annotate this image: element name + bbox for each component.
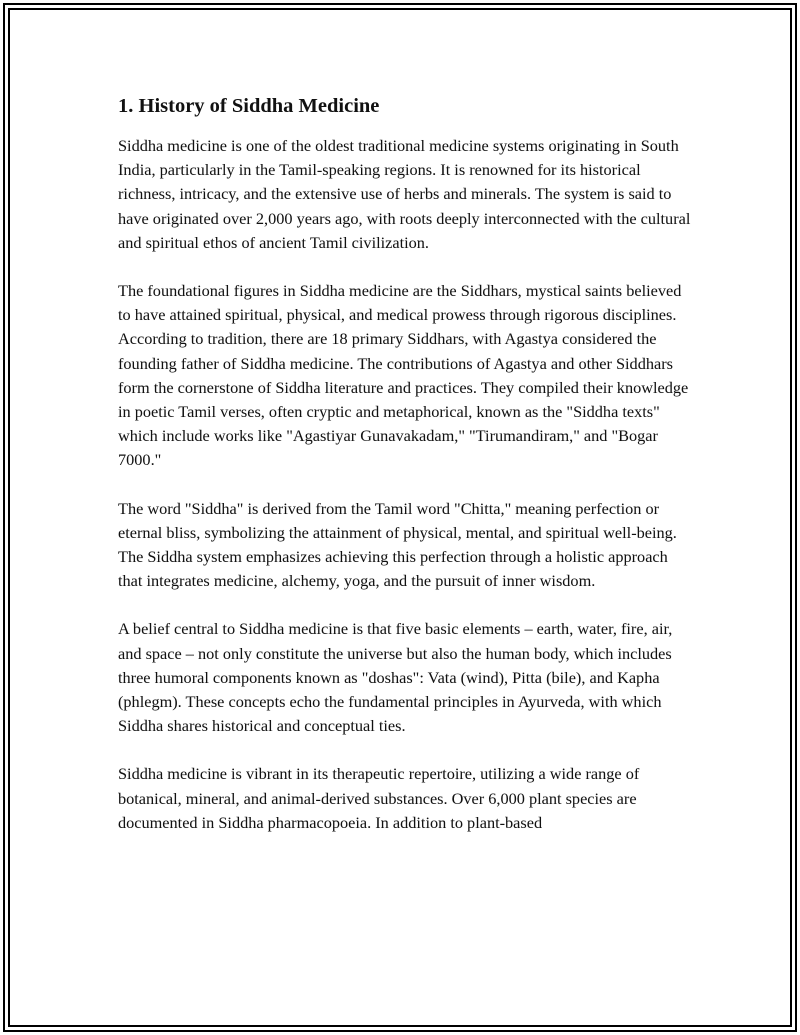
document-content xyxy=(118,92,693,859)
paragraph-therapeutics: Siddha medicine is vibrant in its therapeutic repertoire, utilizing a wide range of botanical, mineral, and animal-derived substances. Over 6,000 plant species are documented in Siddha pharmacopoeia. In addition to plant-based xyxy=(118,764,640,832)
paragraph-elements: A belief central to Siddha medicine is that five basic elements – earth, water, fire, air, and space – not only constitute the universe but also the human body, which includes three humoral components known as "doshas": Vata (wind), Pitta (bile), and Kapha (phlegm). These concepts echo the fundamental principles in Ayurveda, with which Siddha shares historical and conceptual ties. xyxy=(118,619,673,736)
paragraph-etymology: The word "Siddha" is derived from the Tamil word "Chitta," meaning perfection or eternal bliss, symbolizing the attainment of physical, mental, and spiritual well-being. The Siddha system emphasizes achieving this perfection through a holistic approach that integrates medicine, alchemy, yoga, and the pursuit of inner wisdom. xyxy=(118,498,677,591)
paragraph-origins: Siddha medicine is one of the oldest traditional medicine systems originating in South India, particularly in the Tamil-speaking regions. It is renowned for its historical richness, intricacy, and the extensive use of herbs and minerals. The system is said to have originated over 2,000 years ago, with roots deeply interconnected with the cultural and spiritual ethos of ancient Tamil civilization. xyxy=(118,136,691,252)
paragraph-siddhars: The foundational figures in Siddha medicine are the Siddhars, mystical saints believed to have attained spiritual, physical, and medical prowess through rigorous disciplines. According to tradition, there are 18 primary Siddhars, with Agastya considered the founding father of Siddha medicine. The contributions of Agastya and other Siddhars form the cornerstone of Siddha literature and practices. They compiled their knowledge in poetic Tamil verses, often cryptic and metaphorical, known as the "Siddha texts" which include works like "Agastiyar Gunavakadam," "Tirumandiram," and "Bogar 7000." xyxy=(118,281,689,470)
section-heading: 1. History of Siddha Medicine xyxy=(118,95,380,117)
